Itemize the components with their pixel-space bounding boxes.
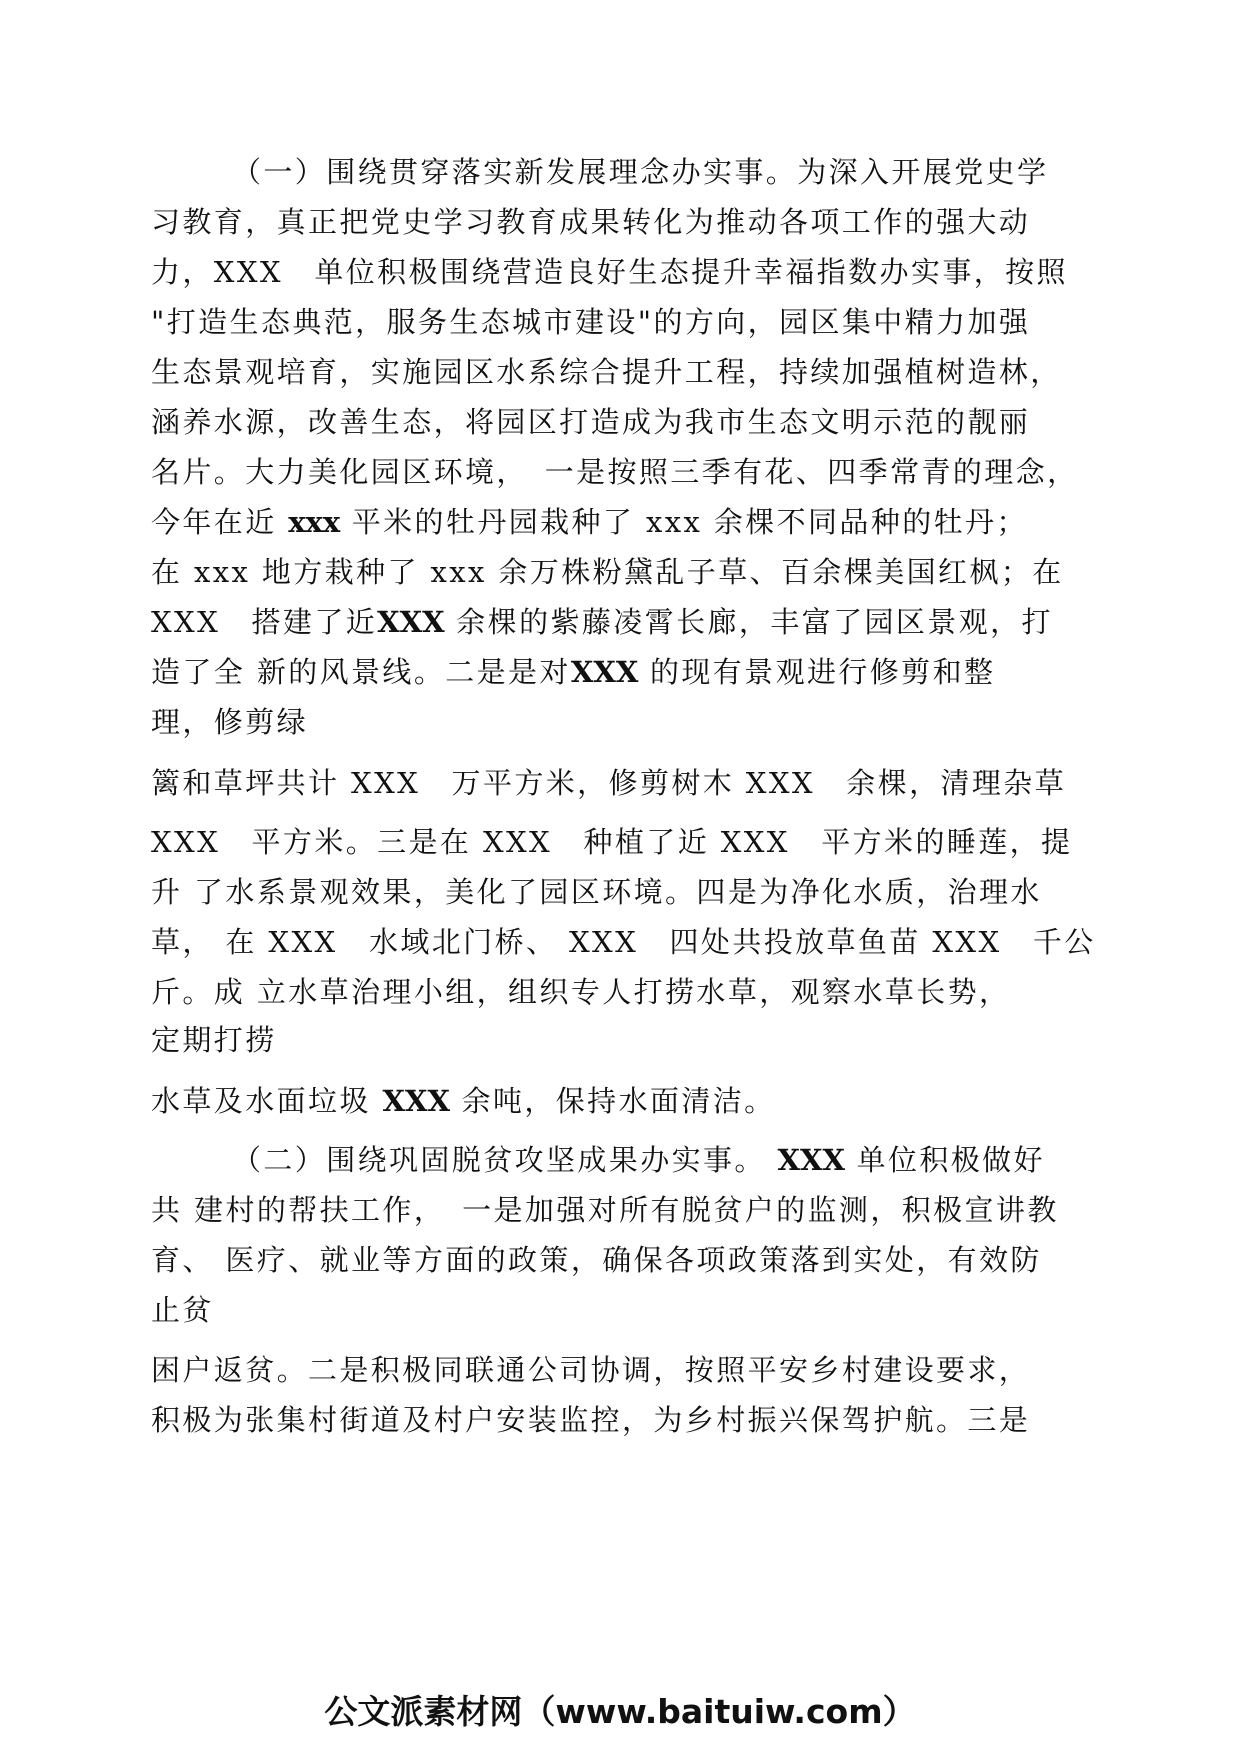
paragraph-1-line: 习教育，真正把党史学习教育成果转化为推动各项工作的强大动 bbox=[151, 205, 1031, 239]
paragraph-1-line bbox=[151, 652, 995, 692]
footer-watermark: 公文派素材网（www.baituiw.com） bbox=[324, 1692, 916, 1731]
text-segment: 今年在近 bbox=[151, 505, 277, 539]
text-segment: XXX 搭建了近 bbox=[151, 605, 378, 639]
paragraph-2-line bbox=[232, 1140, 1045, 1180]
paragraph-1-line: 篱和草坪共计 XXX 万平方米，修剪树木 XXX 余棵，清理杂草 bbox=[151, 766, 1067, 800]
paragraph-1-line bbox=[151, 1081, 776, 1121]
paragraph-1-line: 升 了水系景观效果，美化了园区环境。四是为净化水质，治理水 bbox=[151, 875, 1042, 909]
placeholder-bold: XXX bbox=[377, 605, 445, 639]
paragraph-1-line: XXX 平方米。三是在 XXX 种植了近 XXX 平方米的睡莲，提 bbox=[151, 825, 1073, 859]
text-segment: 造了全 新的风景线。二是是对 bbox=[151, 655, 571, 689]
paragraph-1-line: 斤。成 立水草治理小组，组织专人打捞水草，观察水草长势， bbox=[151, 975, 1011, 1009]
paragraph-1-line: 力，XXX 单位积极围绕营造良好生态提升幸福指数办实事，按照 bbox=[151, 255, 1068, 289]
text-segment: 平米的牡丹园栽种了 xxx 余棵不同品种的牡丹； bbox=[351, 505, 1028, 539]
paragraph-1-line: 生态景观培育，实施园区水系综合提升工程，持续加强植树造林， bbox=[151, 355, 1062, 389]
paragraph-2-line: 积极为张集村街道及村户安装监控，为乡村振兴保驾护航。三是 bbox=[151, 1403, 1031, 1437]
paragraph-1-line: 涵养水源，改善生态，将园区打造成为我市生态文明示范的靓丽 bbox=[151, 405, 1031, 439]
paragraph-1-line: 草， 在 XXX 水域北门桥、 XXX 四处共投放草鱼苗 XXX 千公 bbox=[151, 925, 1096, 959]
placeholder-bold: xxx bbox=[288, 505, 341, 539]
paragraph-1-line: "打造生态典范，服务生态城市建设"的方向，园区集中精力加强 bbox=[151, 305, 1031, 339]
paragraph-1-line bbox=[151, 502, 1028, 542]
placeholder-bold: XXX bbox=[382, 1084, 450, 1118]
paragraph-1-line: （一）围绕贯穿落实新发展理念办实事。为深入开展党史学 bbox=[232, 155, 1049, 189]
paragraph-2-line: 育、 医疗、就业等方面的政策，确保各项政策落到实处，有效防 bbox=[151, 1243, 1042, 1277]
paragraph-2-line: 困户返贫。二是积极同联通公司协调，按照平安乡村建设要求， bbox=[151, 1353, 1031, 1387]
text-segment: 余棵的紫藤凌霄长廊，丰富了园区景观，打 bbox=[456, 605, 1053, 639]
paragraph-1-line bbox=[151, 602, 1053, 642]
paragraph-1-line: 定期打捞 bbox=[151, 1023, 277, 1057]
paragraph-1-line: 理，修剪绿 bbox=[151, 705, 309, 739]
text-segment: （二）围绕巩固脱贫攻坚成果办实事。 bbox=[232, 1143, 766, 1177]
placeholder-bold: XXX bbox=[570, 655, 639, 689]
paragraph-1-line: 名片。大力美化园区环境， 一是按照三季有花、四季常青的理念， bbox=[151, 455, 1079, 489]
text-segment: 的现有景观进行修剪和整 bbox=[649, 655, 996, 689]
paragraph-2-line: 共 建村的帮扶工作， 一是加强对所有脱贫户的监测，积极宣讲教 bbox=[151, 1193, 1059, 1227]
placeholder-bold: XXX bbox=[777, 1143, 845, 1177]
text-segment: 单位积极做好 bbox=[856, 1143, 1045, 1177]
paragraph-1-line: 在 xxx 地方栽种了 xxx 余万株粉黛乱子草、百余棵美国红枫；在 bbox=[151, 555, 1064, 589]
text-segment: 余吨，保持水面清洁。 bbox=[461, 1084, 776, 1118]
text-segment: 水草及水面垃圾 bbox=[151, 1084, 371, 1118]
paragraph-2-line: 止贫 bbox=[151, 1293, 214, 1327]
